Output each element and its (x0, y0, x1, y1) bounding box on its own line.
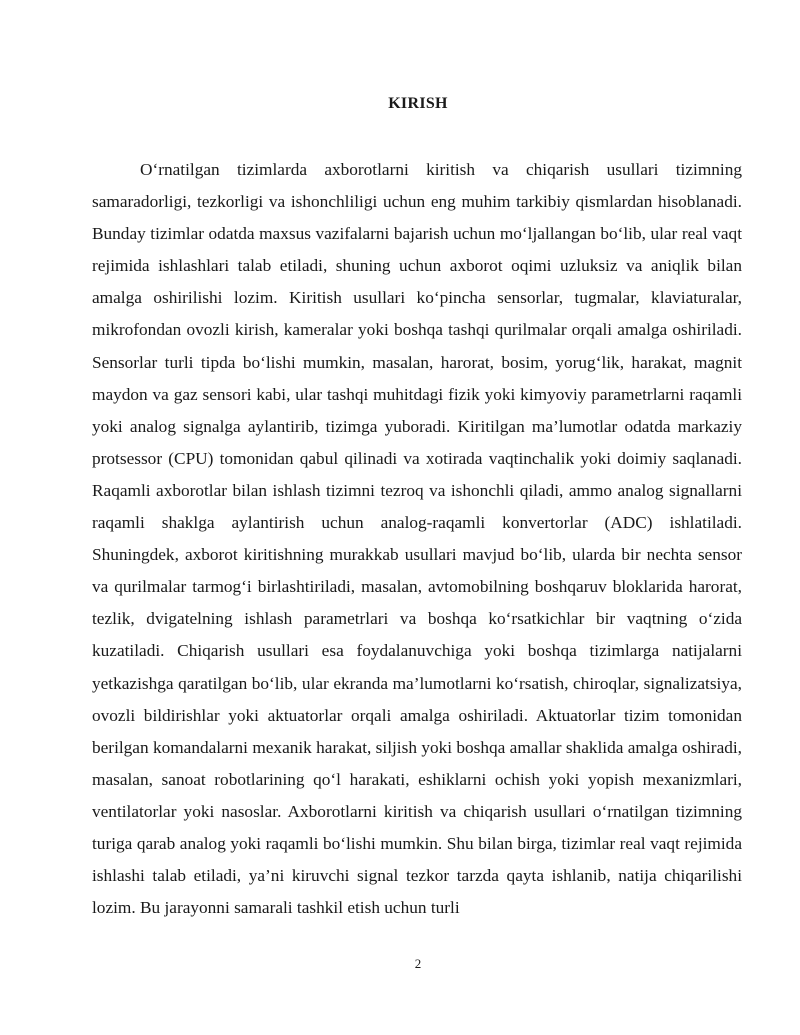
section-heading: KIRISH (388, 95, 448, 112)
body-paragraph: O‘rnatilgan tizimlarda axborotlarni kiritish va chiqarish usullari tizimning samaradorligi, tezkorligi va ishonchliligi uchun eng muhim tarkibiy qismlardan hisoblanadi. Bunday tizimlar odatda maxsus vazifalarni bajarish uchun mo‘ljallangan bo‘lib, ular real vaqt rejimida ishlashlari talab etiladi, shuning uchun axborot oqimi uzluksiz va aniqlik bilan amalga oshirilishi lozim. Kiritish usullari ko‘pincha sensorlar, tugmalar, klaviaturalar, mikrofondan ovozli kirish, kameralar yoki boshqa tashqi qurilmalar orqali amalga oshiriladi. Sensorlar turli tipda bo‘lishi mumkin, masalan, harorat, bosim, yorug‘lik, harakat, magnit maydon va gaz sensori kabi, ular tashqi muhitdagi fizik yoki kimyoviy parametrlarni raqamli yoki analog signalga aylantirib, tizimga yuboradi. Kiritilgan ma’lumotlar odatda markaziy protsessor (CPU) tomonidan qabul qilinadi va xotirada vaqtinchalik yoki doimiy saqlanadi. Raqamli axborotlar bilan ishlash tizimni tezroq va ishonchli qiladi, ammo analog signallarni raqamli shaklga aylantirish uchun analog-raqamli konvertorlar (ADC) ishlatiladi. Shuningdek, axborot kiritishning murakkab usullari mavjud bo‘lib, ularda bir nechta sensor va qurilmalar tarmog‘i birlashtiriladi, masalan, avtomobilning boshqaruv bloklarida harorat, tezlik, dvigatelning ishlash parametrlari va boshqa ko‘rsatkichlar bir vaqtning o‘zida kuzatiladi. Chiqarish usullari esa foydalanuvchiga yoki boshqa tizimlarga natijalarni yetkazishga qaratilgan bo‘lib, ular ekranda ma’lumotlarni ko‘rsatish, chiroqlar, signalizatsiya, ovozli bildirishlar yoki aktuatorlar orqali amalga oshiriladi. Aktuatorlar tizim tomonidan berilgan komandalarni mexanik harakat, siljish yoki boshqa amallar shaklida amalga oshiradi, masalan, sanoat robotlarining qo‘l harakati, eshiklarni ochish yoki yopish mexanizmlari, ventilatorlar yoki nasoslar. Axborotlarni kiritish va chiqarish usullari o‘rnatilgan tizimning turiga qarab analog yoki raqamli bo‘lishi mumkin. Shu bilan birga, tizimlar real vaqt rejimida ishlashi talab etiladi, ya’ni kiruvchi signal tezkor tarzda qayta ishlanib, natija chiqarilishi lozim. Bu jarayonni samarali tashkil etish uchun turli (92, 160, 742, 918)
page-number: 2 (414, 956, 422, 971)
